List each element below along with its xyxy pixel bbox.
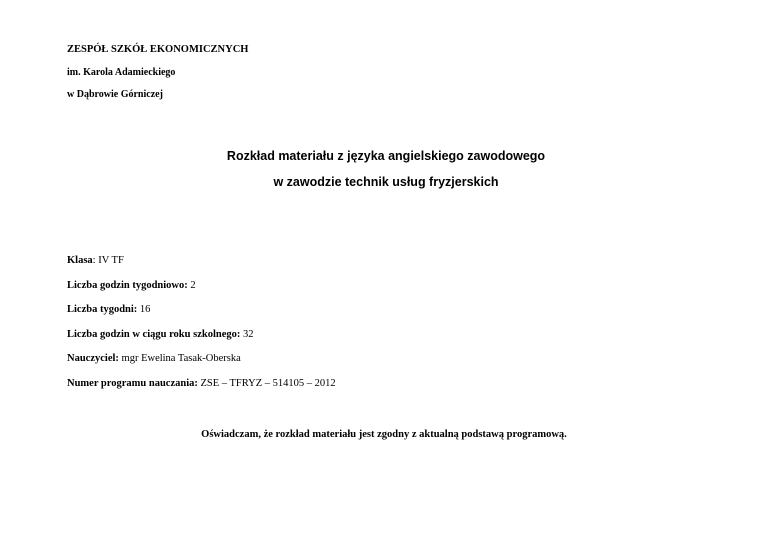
info-yearly-hours-value: 32 — [243, 329, 254, 340]
school-patron: im. Karola Adamieckiego — [67, 67, 176, 78]
info-program-number — [67, 378, 336, 389]
info-weekly-hours-label: Liczba godzin tygodniowo: — [67, 280, 188, 291]
info-weeks-value: 16 — [139, 304, 151, 315]
info-teacher — [67, 353, 241, 364]
info-weekly-hours — [67, 280, 196, 291]
info-yearly-hours — [67, 329, 254, 340]
declaration-statement: Oświadczam, że rozkład materiału jest zgodny z aktualną podstawą programową. — [201, 429, 567, 440]
document-title: Rozkład materiału z języka angielskiego zawodowego — [226, 149, 546, 163]
info-program-number-label: Numer programu nauczania: — [67, 378, 198, 389]
info-klasa-label: Klasa — [67, 255, 93, 266]
school-city: w Dąbrowie Górniczej — [67, 89, 163, 100]
info-weeks — [67, 304, 150, 315]
info-yearly-hours-label: Liczba godzin w ciągu roku szkolnego: — [67, 329, 241, 340]
school-name: ZESPÓŁ SZKÓŁ EKONOMICZNYCH — [67, 44, 249, 55]
info-klasa — [67, 255, 124, 266]
info-teacher-value: mgr Ewelina Tasak-Oberska — [121, 353, 241, 364]
info-teacher-label: Nauczyciel: — [67, 353, 119, 364]
info-klasa-value: IV TF — [98, 255, 124, 266]
info-weeks-label: Liczba tygodni: — [67, 304, 138, 315]
info-program-number-value: ZSE – TFRYZ – 514105 – 2012 — [200, 378, 336, 389]
document-subtitle: w zawodzie technik usług fryzjerskich — [273, 175, 499, 189]
info-weekly-hours-value: 2 — [190, 280, 196, 291]
info-klasa-separator: : — [92, 255, 99, 266]
